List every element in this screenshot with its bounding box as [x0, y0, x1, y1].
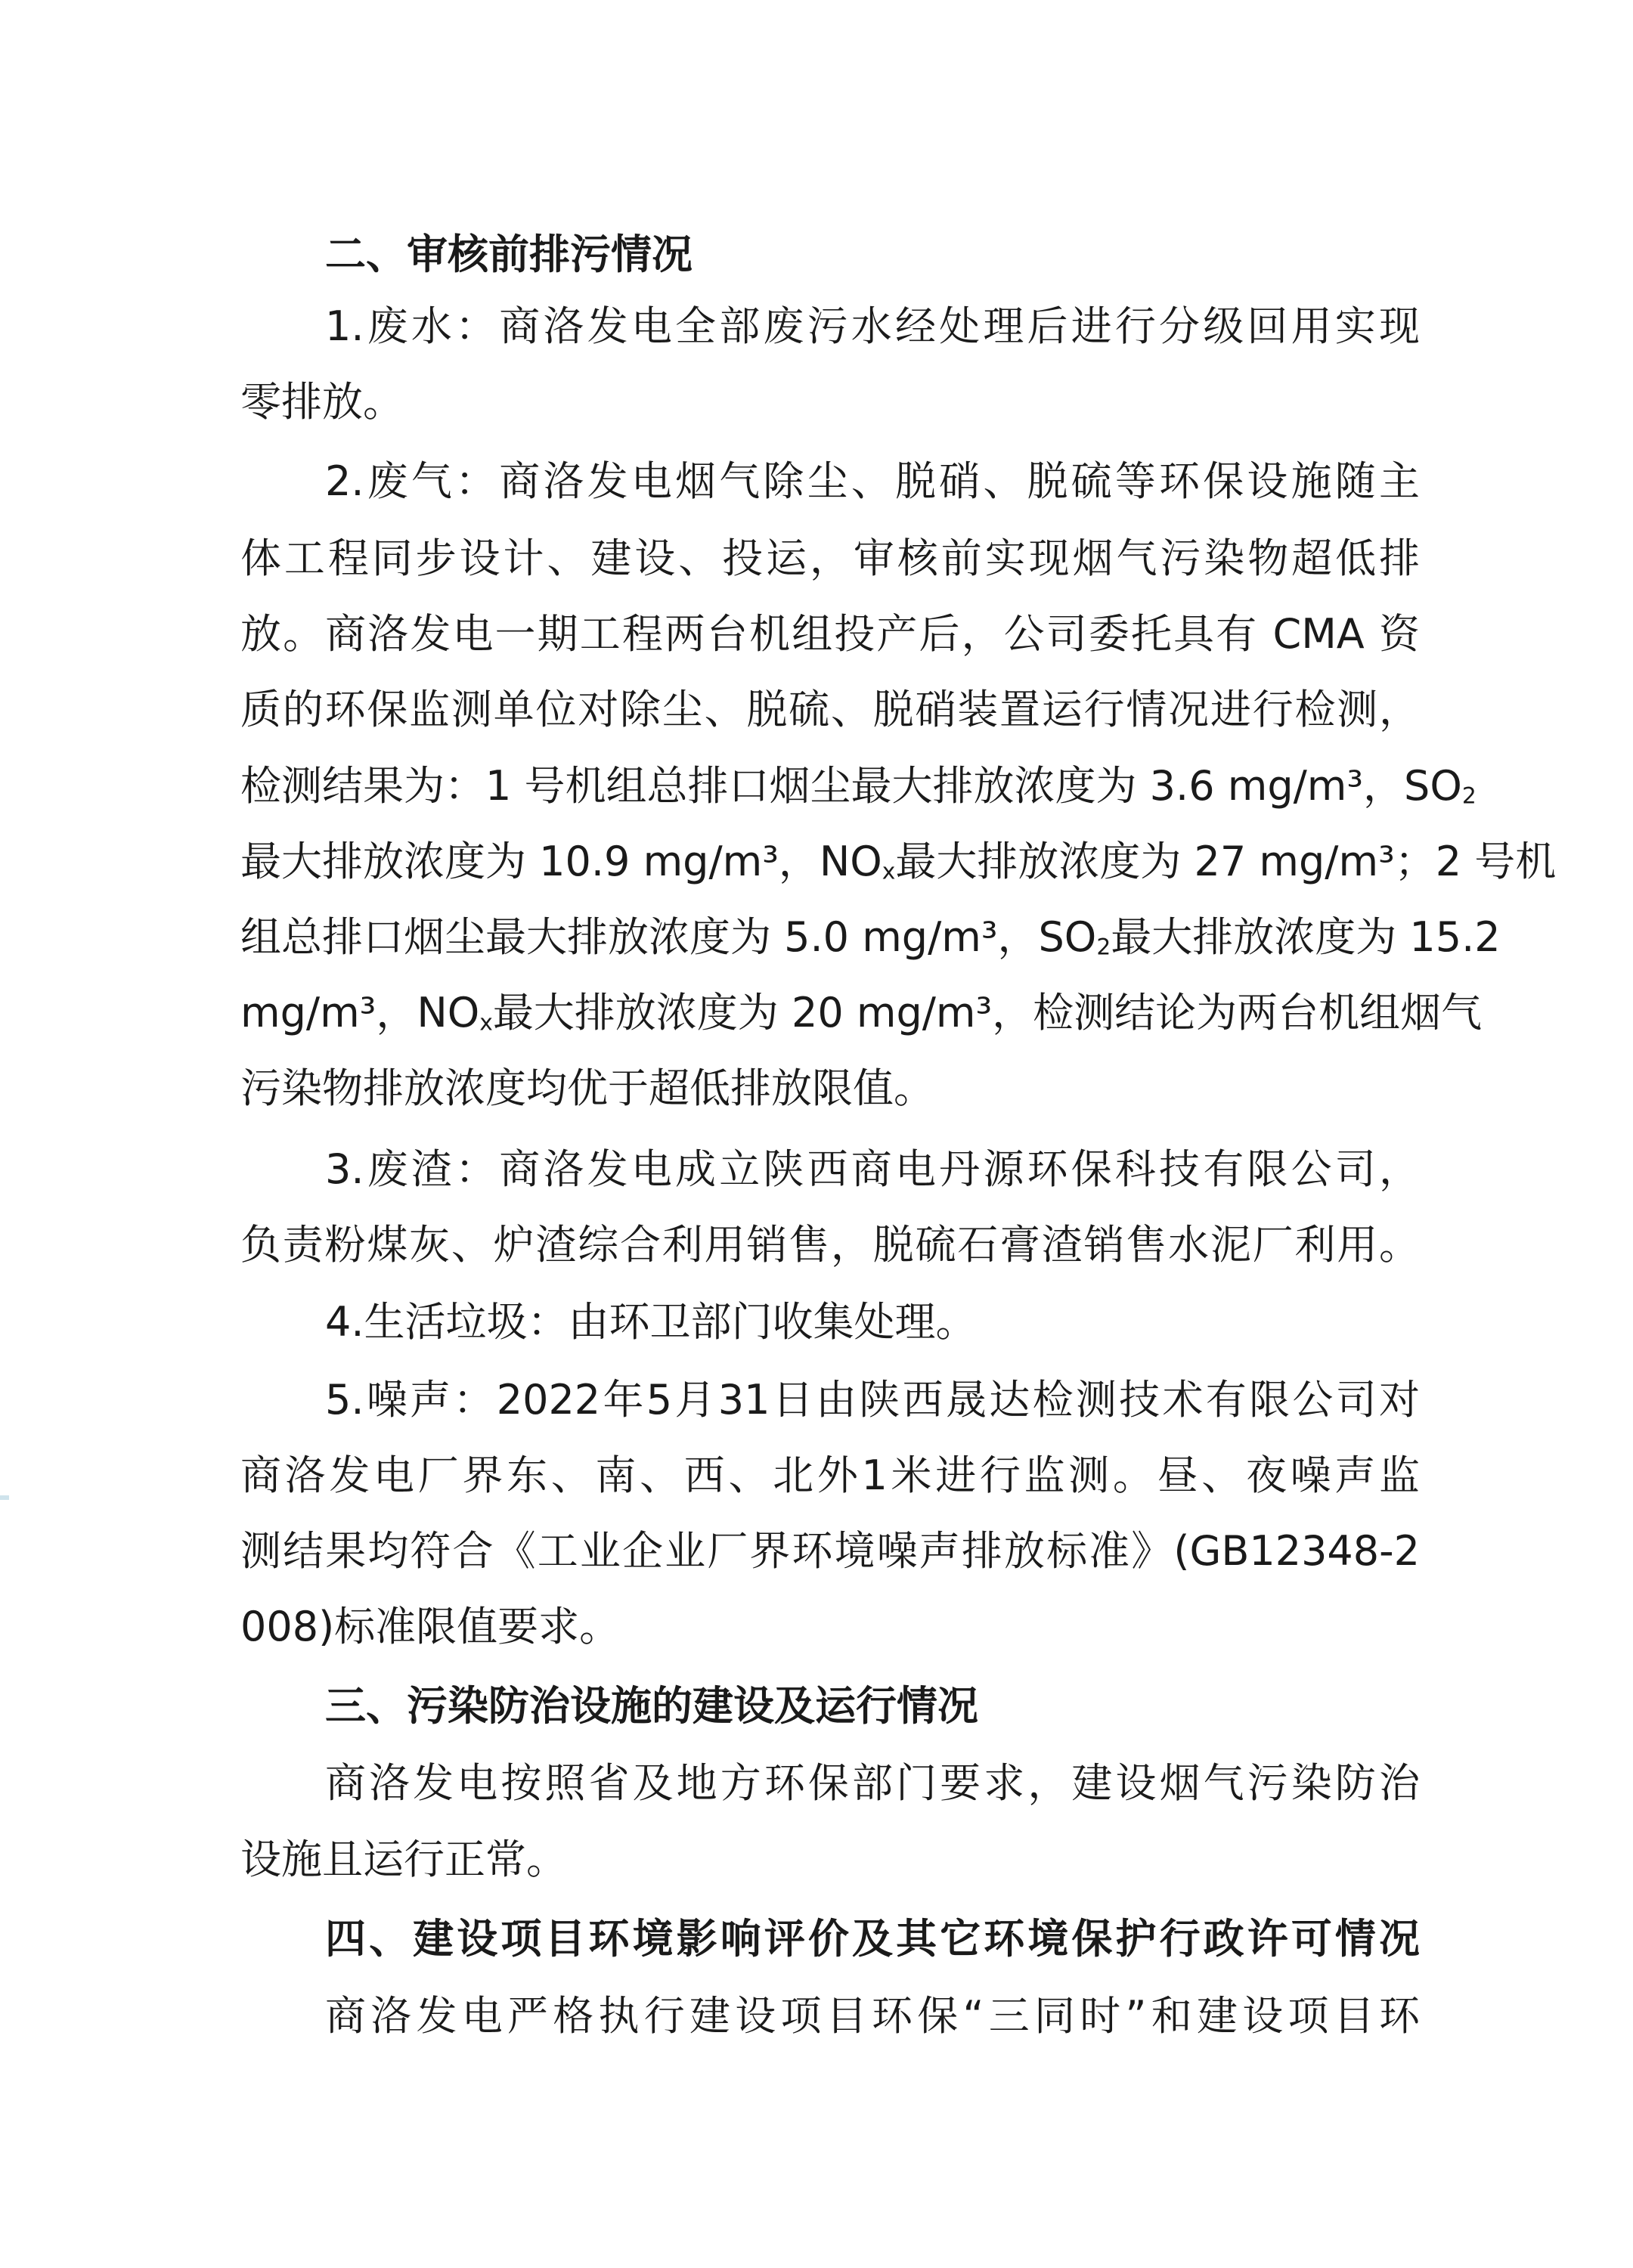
paragraph-exhaust-line-1: 2.废气：商洛发电烟气除尘、脱硝、脱硫等环保设施随主 [325, 457, 1420, 505]
paragraph-wastewater-line-2: 零排放。 [240, 378, 404, 426]
nox-subscript: x [479, 1009, 493, 1036]
paragraph-exhaust-line-5 [240, 762, 1477, 813]
paragraph-exhaust-line-3: 放。商洛发电一期工程两台机组投产后，公司委托具有 CMA 资 [240, 610, 1420, 658]
paragraph-facilities-line-2: 设施且运行正常。 [240, 1836, 567, 1883]
line-6-text-b: 最大排放浓度为 27 mg/m³；2 号机 [895, 838, 1557, 885]
paragraph-garbage-line-1: 4.生活垃圾：由环卫部门收集处理。 [325, 1298, 977, 1346]
line-8-text-a: mg/m³，NO [240, 989, 480, 1036]
paragraph-exhaust-line-4: 质的环保监测单位对除尘、脱硫、脱硝装置运行情况进行检测， [240, 686, 1420, 733]
paragraph-noise-line-2: 商洛发电厂界东、南、西、北外1米进行监测。昼、夜噪声监 [240, 1452, 1420, 1499]
paragraph-noise-line-4: 008)标准限值要求。 [240, 1603, 621, 1650]
line-5-text: 检测结果为：1 号机组总排口烟尘最大排放浓度为 3.6 mg/m³，SO [240, 762, 1462, 810]
line-6-text-a: 最大排放浓度为 10.9 mg/m³，NO [240, 838, 882, 885]
paragraph-exhaust-line-8 [240, 989, 1483, 1040]
paragraph-noise-line-3: 测结果均符合《工业企业厂界环境噪声排放标准》(GB12348-2 [240, 1527, 1420, 1575]
line-7-text-a: 组总排口烟尘最大排放浓度为 5.0 mg/m³，SO [240, 913, 1097, 961]
section-heading-2: 二、审核前排污情况 [325, 231, 693, 278]
so2-subscript: 2 [1096, 934, 1111, 961]
section-heading-3: 三、污染防治设施的建设及运行情况 [325, 1682, 978, 1730]
paragraph-exhaust-line-6 [240, 838, 1557, 888]
so2-subscript: 2 [1461, 782, 1477, 810]
paragraph-exhaust-line-7 [240, 913, 1501, 964]
paragraph-noise-line-1: 5.噪声：2022年5月31日由陕西晟达检测技术有限公司对 [325, 1376, 1420, 1424]
nox-subscript: x [882, 858, 896, 885]
paragraph-eia-line-1: 商洛发电严格执行建设项目环保“三同时”和建设项目环 [325, 1992, 1420, 2040]
paragraph-exhaust-line-2: 体工程同步设计、建设、投运，审核前实现烟气污染物超低排 [240, 534, 1420, 582]
paragraph-slag-line-2: 负责粉煤灰、炉渣综合利用销售，脱硫石膏渣销售水泥厂利用。 [240, 1221, 1420, 1269]
line-8-text-b: 最大排放浓度为 20 mg/m³，检测结论为两台机组烟气 [492, 989, 1483, 1036]
paragraph-exhaust-line-9: 污染物排放浓度均优于超低排放限值。 [240, 1064, 934, 1112]
section-heading-4: 四、建设项目环境影响评价及其它环境保护行政许可情况 [325, 1915, 1420, 1963]
line-7-text-b: 最大排放浓度为 15.2 [1111, 913, 1501, 961]
paragraph-slag-line-1: 3.废渣：商洛发电成立陕西商电丹源环保科技有限公司， [325, 1145, 1420, 1193]
scan-edge-mark [0, 1495, 9, 1500]
paragraph-facilities-line-1: 商洛发电按照省及地方环保部门要求，建设烟气污染防治 [325, 1759, 1420, 1807]
paragraph-wastewater-line-1: 1.废水：商洛发电全部废污水经处理后进行分级回用实现 [325, 302, 1420, 350]
